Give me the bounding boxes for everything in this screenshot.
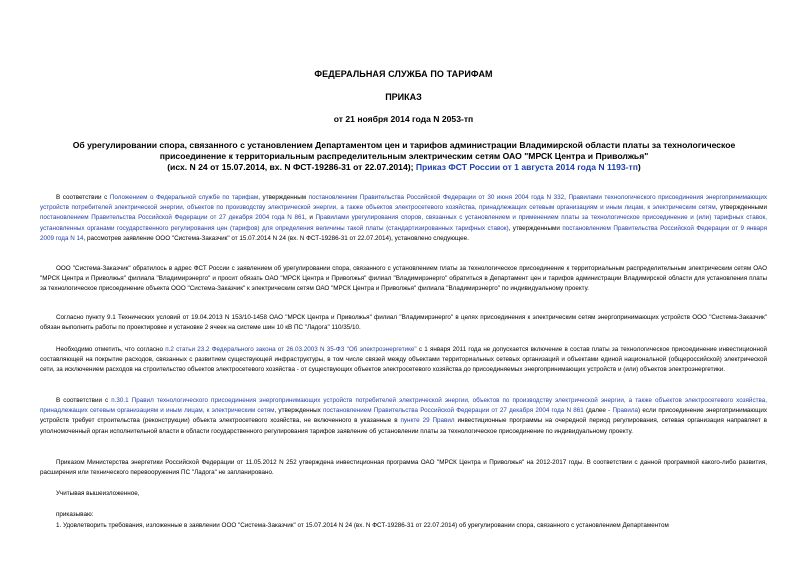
paragraph-6: Приказом Министерства энергетики Российской Федерации от 11.05.2012 N 252 утверждена инвестиционная программа ОАО "МРСК Центра и Приволжья" на 2012-2017 годы. В соответствии с данной программой какого-либо развития, расширения или технического перевооружения ПС "Ладога" не запланировано. [40,459,767,477]
paragraph-9: 1. Удовлетворить требования, изложенные в заявлении ООО "Система-Заказчик" от 15.07.2014 N 24 (вх. N ФСТ-19286-31 от 22.07.2014) об урегулировании спора, связанного с установлением Департаментом [56,522,669,529]
p5-text-c: (далее - [583,407,613,415]
doc-type-heading: ПРИКАЗ [385,92,422,102]
p1-link-connection-rules[interactable]: Правилами технологического присоединения энергопринимающих устройств потребителей электрической энергии, объектов по производству электрической энергии, а также объектов электросетевого хозяйства, принадлежащих сетевым организациям и иным лицам, к электрическим сетям [40,194,767,212]
p1-link-regulation-fst[interactable]: Положением о Федеральной службе по тарифам [109,194,259,201]
date-number: от 21 ноября 2014 года N 2053-тп [333,114,474,124]
paragraph-4 [40,345,767,376]
p4-text-b: с 1 января 2011 года не допускается включение в состав платы за технологическое присоединение инвестиционной составляющей на покрытие расходов, связанных с развитием существующей инфраструктуры, в том числе связей между объектами территориальных сетевых организаций и объектами единой национальной (общероссийской) электрической сети, за исключением расходов на строительство объектов электросетевого хозяйства - от существующих объектов электросетевого хозяйства до присоединяемых энергопринимающих устройств и (или) объектов электроэнергетики. [40,346,767,374]
title-line-1: Об урегулировании спора, связанного с установлением Департаментом цен и тарифов администрации Владимирской области платы за технологическое [72,140,736,150]
title-line-3-text: (исх. N 24 от 15.07.2014, вх. N ФСТ-19286-31 от 22.07.2014); [167,162,416,172]
p5-text-a: В соответствии с [56,397,112,404]
title-line-3 [64,162,744,173]
p1-link-decree-861[interactable]: постановлением Правительства Российской Федерации от 27 декабря 2004 года N 861 [40,214,305,222]
p1-link-dispute-rules[interactable]: Правилами урегулирования споров, связанных с установлением и применением платы за технологическое присоединение и (или) тарифных ставок, установленных органами государственного регулирования цен (тарифов) для определения величины такой платы (стандартизированных тарифных ставок) [40,214,767,232]
p1-text-d: , утвержденными [715,204,767,212]
paragraph-3: Согласно пункту 9.1 Технических условий от 19.04.2013 N 153/10-1458 ОАО "МРСК Центра и Приволжья" филиал "Владимирэнерго" в целях присоединения к электрическим сетям энергопринимающих устройств ООО "Система-Заказчик" обязан выполнить работы по проектировке и установке 2 ячеек на системе шин 10 кВ ПС "Ладога" 110/35/10. [40,314,767,332]
paragraph-7: Учитывая вышеизложенное, [56,490,140,497]
p5-link-decree-861[interactable]: постановлением Правительства Российской Федерации от 27 декабря 2004 года N 861 [322,407,584,415]
title-line-2: присоединение к территориальным распределительным электрическим сетям ОАО "МРСК Центра и Приволжья" [159,151,649,161]
p5-text-d: ) если присоединение энергопринимающих устройств требует строительства (реконструкции) объекта электросетевого хозяйства, не включенного в указанные в [40,407,768,425]
title-line-3-end: ) [637,162,641,172]
p1-text-e: , и [304,214,316,222]
agency-heading: ФЕДЕРАЛЬНАЯ СЛУЖБА ПО ТАРИФАМ [314,69,493,79]
p1-link-decree-332[interactable]: постановлением Правительства Российской Федерации от 30 июня 2004 года N 332 [308,194,565,201]
p5-text-e: инвестиционные программы на очередной период регулирования, сетевая организация направляет в уполномоченный орган исполнительной власти в области государственного регулирования тарифов заявление об установлении платы за технологическое присоединение по индивидуальному проекту. [40,417,767,435]
p5-link-rules[interactable]: Правила [612,407,639,415]
paragraph-8: приказываю: [56,511,94,518]
p1-text-g: , рассмотрев заявление ООО "Система-Заказчик" от 15.07.2014 N 24 (вх. N ФСТ-19286-31 от 22.07.2014), установлено следующее. [83,234,469,242]
p1-text-c: , [564,194,569,201]
p4-link-federal-law[interactable]: п.2 статьи 23.2 Федерального закона от 26.03.2003 N 35-ФЗ "Об электроэнергетике" [165,346,417,353]
p1-text-b: , утвержденным [258,194,309,201]
document-title [64,140,744,173]
p5-link-rules-30-1[interactable]: п.30.1 Правил технологического присоединения энергопринимающих устройств потребителей электрической энергии, объектов по производству электрической энергии, а также объектов электросетевого хозяйства, принадлежащих сетевым организациям и иным лицам, к электрическим сетям [40,397,768,415]
p5-link-rules-29[interactable]: пункте 29 Правил [400,417,455,425]
p4-text-a: Необходимо отметить, что согласно [56,346,166,353]
amendment-link[interactable]: Приказ ФСТ России от 1 августа 2014 года N 1193-тп [415,162,638,172]
paragraph-5 [40,396,767,437]
p1-link-decree-14[interactable]: постановлением Правительства Российской Федерации от 9 января 2009 года N 14 [40,224,768,242]
p5-text-b: , утвержденных [274,407,323,415]
p1-text-a: В соответствии с [56,194,110,201]
paragraph-1 [40,193,767,244]
p1-text-f: , утвержденными [508,224,563,232]
paragraph-2: ООО "Система-Заказчик" обратилось в адрес ФСТ России с заявлением об урегулировании спора, связанного с установлением платы за технологическое присоединение к территориальным распределительным электрическим сетям ОАО "МРСК Центра и Приволжья" филиала "Владимирэнерго" и просит обязать ОАО "МРСК Центра и Приволжья" филиал "Владимирэнерго" обратиться в Департамент цен и тарифов администрации Владимирской области для установления платы за технологическое присоединение объекта ООО "Система-Заказчик" к электрическим сетям ОАО "МРСК Центра и Приволжья" филиала "Владимирэнерго" по индивидуальному проекту. [40,265,767,293]
